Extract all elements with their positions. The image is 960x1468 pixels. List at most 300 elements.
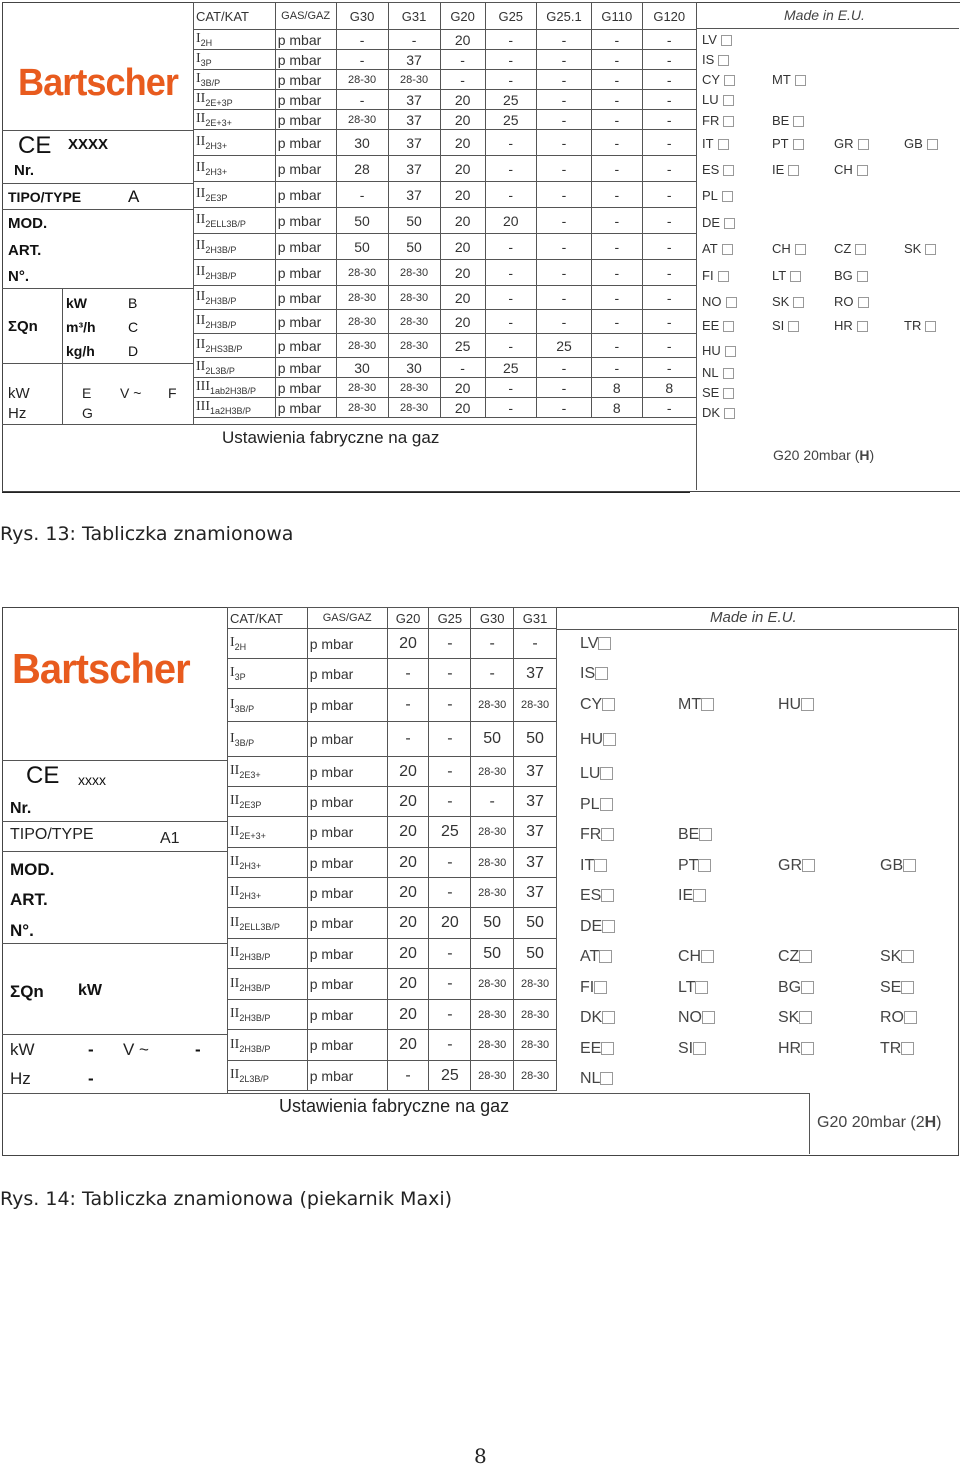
- checkbox[interactable]: [701, 698, 714, 711]
- pressure-value: -: [536, 30, 591, 50]
- pressure-value: 20: [440, 90, 485, 110]
- divider: [696, 2, 697, 490]
- checkbox[interactable]: [904, 1011, 917, 1024]
- country-option[interactable]: [778, 857, 815, 875]
- divider: [2, 288, 194, 289]
- category-cell: [228, 878, 308, 908]
- country-option[interactable]: [772, 72, 806, 87]
- country-option[interactable]: [678, 1009, 715, 1027]
- country-option[interactable]: [678, 887, 706, 905]
- pressure-value: 28-30: [336, 70, 388, 90]
- country-code: LT: [678, 979, 696, 996]
- checkbox[interactable]: [795, 75, 806, 86]
- checkbox[interactable]: [602, 920, 615, 933]
- country-option[interactable]: [702, 72, 735, 87]
- art-label: ART.: [10, 890, 48, 909]
- category-cell: [194, 208, 276, 234]
- country-option[interactable]: [580, 1040, 614, 1058]
- country-code: BG: [778, 979, 802, 996]
- country-option[interactable]: [834, 136, 869, 151]
- category-sub: 2E+3+: [239, 830, 266, 841]
- country-code: LV: [580, 635, 599, 652]
- header-cell: CAT/KAT: [194, 3, 276, 30]
- pressure-value: -: [387, 1061, 429, 1091]
- voltage-value: -: [195, 1040, 201, 1059]
- pressure-unit: p mbar: [275, 110, 336, 130]
- country-option[interactable]: [702, 294, 737, 309]
- checkbox[interactable]: [901, 981, 914, 994]
- category-cell: [228, 848, 308, 878]
- table-row: [194, 208, 697, 234]
- pressure-value: -: [485, 156, 536, 182]
- checkbox[interactable]: [723, 388, 734, 399]
- checkbox[interactable]: [599, 950, 612, 963]
- country-option[interactable]: [904, 136, 938, 151]
- category-cell: [194, 130, 276, 156]
- country-option[interactable]: [702, 343, 736, 358]
- checkbox[interactable]: [693, 1042, 706, 1055]
- checkbox[interactable]: [925, 321, 936, 332]
- pressure-value: 37: [388, 110, 440, 130]
- checkbox[interactable]: [702, 1011, 715, 1024]
- category-main: II: [196, 111, 206, 127]
- pressure-value: -: [429, 969, 471, 1000]
- checkbox[interactable]: [699, 828, 712, 841]
- country-option[interactable]: [678, 1040, 706, 1058]
- pressure-value: -: [514, 629, 557, 659]
- checkbox[interactable]: [722, 244, 733, 255]
- pressure-value: 20: [440, 234, 485, 260]
- pressure-value: -: [387, 722, 429, 757]
- checkbox[interactable]: [858, 297, 869, 308]
- pressure-value: 28-30: [336, 286, 388, 310]
- header-cell: G110: [592, 3, 642, 30]
- category-main: I: [230, 665, 235, 681]
- country-option[interactable]: [678, 948, 714, 966]
- table-row: [194, 70, 697, 90]
- category-main: II: [196, 186, 206, 202]
- pressure-value: 37: [514, 659, 557, 689]
- country-option[interactable]: [702, 385, 734, 400]
- pressure-unit: p mbar: [307, 848, 387, 878]
- checkbox[interactable]: [801, 1042, 814, 1055]
- category-cell: [194, 334, 276, 358]
- category-sub: 2H3+: [205, 166, 228, 177]
- country-code: EE: [702, 318, 720, 333]
- country-code: RO: [834, 294, 854, 309]
- pressure-value: -: [485, 70, 536, 90]
- country-option[interactable]: [772, 318, 799, 333]
- checkbox[interactable]: [602, 1011, 615, 1024]
- pressure-value: -: [592, 286, 642, 310]
- header-cell: G30: [336, 3, 388, 30]
- pressure-unit: p mbar: [275, 208, 336, 234]
- checkbox[interactable]: [855, 244, 866, 255]
- country-option[interactable]: [778, 1040, 814, 1058]
- checkbox[interactable]: [925, 244, 936, 255]
- pressure-value: -: [592, 310, 642, 334]
- divider: [2, 492, 690, 493]
- gas-category-table-2: [227, 607, 557, 1091]
- factory-setting-label: Ustawienia fabryczne na gaz: [222, 428, 440, 447]
- country-option[interactable]: [880, 1009, 917, 1027]
- pressure-value: -: [471, 629, 514, 659]
- country-option[interactable]: [772, 136, 804, 151]
- checkbox[interactable]: [724, 408, 735, 419]
- country-option[interactable]: [678, 979, 708, 997]
- divider: [62, 288, 63, 424]
- country-option[interactable]: [772, 113, 804, 128]
- power-kw-value: -: [88, 1040, 94, 1059]
- pressure-value: -: [642, 358, 696, 378]
- divider: [2, 209, 194, 210]
- country-code: EE: [580, 1040, 602, 1057]
- category-main: II: [196, 264, 206, 280]
- category-cell: [194, 156, 276, 182]
- country-option[interactable]: [580, 1009, 615, 1027]
- checkbox[interactable]: [718, 55, 729, 66]
- checkbox[interactable]: [594, 981, 607, 994]
- country-option[interactable]: [580, 887, 614, 905]
- checkbox[interactable]: [901, 950, 914, 963]
- category-sub: 3P: [200, 57, 212, 68]
- category-sub: 2L3B/P: [205, 365, 235, 376]
- pressure-value: -: [642, 50, 696, 70]
- category-main: I: [196, 31, 201, 47]
- pressure-value: 20: [440, 378, 485, 398]
- pressure-value: 20: [387, 848, 429, 878]
- country-option[interactable]: [580, 918, 615, 936]
- header-cell: G25: [429, 608, 471, 629]
- pressure-value: 37: [514, 878, 557, 908]
- category-main: II: [196, 289, 206, 305]
- table-row: [228, 1000, 557, 1030]
- country-option[interactable]: [580, 826, 614, 844]
- checkbox[interactable]: [724, 75, 735, 86]
- country-option[interactable]: [580, 696, 615, 714]
- country-code: NL: [580, 1070, 601, 1087]
- country-option[interactable]: [834, 318, 868, 333]
- divider: [2, 760, 228, 761]
- country-option[interactable]: [702, 162, 734, 177]
- pressure-value: -: [429, 1000, 471, 1030]
- country-option[interactable]: [880, 948, 914, 966]
- country-option[interactable]: [702, 92, 734, 107]
- checkbox[interactable]: [858, 139, 869, 150]
- pressure-unit: p mbar: [307, 659, 387, 689]
- pressure-unit: p mbar: [275, 234, 336, 260]
- category-sub: 2H3B/P: [205, 319, 237, 330]
- checkbox[interactable]: [726, 297, 737, 308]
- checkbox[interactable]: [693, 889, 706, 902]
- checkbox[interactable]: [901, 1042, 914, 1055]
- category-sub: 2E3P: [205, 192, 228, 203]
- n-label: N°.: [10, 921, 34, 940]
- country-option[interactable]: [834, 241, 866, 256]
- checkbox[interactable]: [723, 95, 734, 106]
- pressure-value: 20: [387, 1030, 429, 1061]
- country-option[interactable]: [904, 241, 936, 256]
- country-option[interactable]: [834, 268, 868, 283]
- checkbox[interactable]: [793, 116, 804, 127]
- category-sub: 2H3B/P: [239, 982, 271, 993]
- pressure-value: 50: [471, 722, 514, 757]
- country-code: GB: [880, 857, 904, 874]
- pressure-unit: p mbar: [275, 398, 336, 418]
- country-option[interactable]: [778, 1009, 812, 1027]
- checkbox[interactable]: [698, 859, 711, 872]
- pressure-unit: p mbar: [275, 358, 336, 378]
- pressure-value: -: [429, 848, 471, 878]
- country-code: SK: [904, 241, 922, 256]
- checkbox[interactable]: [788, 321, 799, 332]
- checkbox[interactable]: [790, 271, 801, 282]
- checkbox[interactable]: [601, 1042, 614, 1055]
- pressure-value: -: [592, 156, 642, 182]
- checkbox[interactable]: [802, 859, 815, 872]
- country-option[interactable]: [778, 696, 814, 714]
- checkbox[interactable]: [723, 165, 734, 176]
- pressure-value: 25: [485, 358, 536, 378]
- pressure-value: -: [485, 286, 536, 310]
- checkbox[interactable]: [857, 271, 868, 282]
- category-cell: [228, 787, 308, 817]
- pressure-unit: p mbar: [275, 30, 336, 50]
- country-option[interactable]: [702, 215, 735, 230]
- pressure-value: 28-30: [514, 1000, 557, 1030]
- category-cell: [228, 908, 308, 939]
- category-sub: 2ELL3B/P: [205, 218, 246, 229]
- pressure-value: -: [642, 156, 696, 182]
- checkbox[interactable]: [594, 859, 607, 872]
- checkbox[interactable]: [795, 244, 806, 255]
- checkbox[interactable]: [793, 297, 804, 308]
- hz-value: G: [82, 405, 93, 421]
- pressure-value: 37: [388, 182, 440, 208]
- pressure-value: 28-30: [388, 70, 440, 90]
- checkbox[interactable]: [801, 698, 814, 711]
- pressure-unit: p mbar: [307, 878, 387, 908]
- country-option[interactable]: [772, 294, 804, 309]
- country-option[interactable]: [702, 405, 735, 420]
- checkbox[interactable]: [724, 218, 735, 229]
- checkbox[interactable]: [601, 828, 614, 841]
- checkbox[interactable]: [857, 321, 868, 332]
- country-option[interactable]: [580, 857, 607, 875]
- country-code: SK: [772, 294, 790, 309]
- checkbox[interactable]: [903, 859, 916, 872]
- pressure-value: 50: [388, 208, 440, 234]
- pressure-value: -: [485, 130, 536, 156]
- factory-setting-label: Ustawienia fabryczne na gaz: [279, 1096, 510, 1116]
- country-option[interactable]: [702, 318, 734, 333]
- country-code: BG: [834, 268, 853, 283]
- country-code: CY: [580, 696, 603, 713]
- country-code: DE: [580, 918, 603, 935]
- country-code: CZ: [834, 241, 852, 256]
- category-sub: 2H3B/P: [239, 951, 271, 962]
- checkbox[interactable]: [793, 139, 804, 150]
- header-cell: G25: [485, 3, 536, 30]
- qn-kw-unit: kW: [78, 982, 102, 999]
- pressure-value: -: [387, 659, 429, 689]
- tipo-type-label: TIPO/TYPE: [10, 826, 94, 843]
- category-sub: 3P: [234, 671, 246, 682]
- table-row: [194, 110, 697, 130]
- country-code: HR: [778, 1040, 802, 1057]
- country-option[interactable]: [702, 136, 729, 151]
- category-cell: [194, 398, 276, 418]
- pressure-value: -: [642, 286, 696, 310]
- checkbox[interactable]: [725, 346, 736, 357]
- pressure-value: -: [336, 30, 388, 50]
- country-option[interactable]: [580, 979, 607, 997]
- tipo-type-value: A1: [160, 830, 180, 847]
- checkbox[interactable]: [598, 637, 611, 650]
- pressure-value: 28-30: [471, 817, 514, 848]
- divider: [2, 851, 228, 852]
- country-option[interactable]: [702, 32, 732, 47]
- checkbox[interactable]: [799, 950, 812, 963]
- pressure-value: 30: [336, 358, 388, 378]
- category-main: II: [196, 160, 206, 176]
- category-cell: [194, 260, 276, 286]
- table-row: [194, 30, 697, 50]
- pressure-value: -: [485, 50, 536, 70]
- pressure-value: -: [440, 358, 485, 378]
- checkbox[interactable]: [721, 35, 732, 46]
- pressure-unit: p mbar: [307, 1061, 387, 1091]
- checkbox[interactable]: [722, 191, 733, 202]
- category-cell: [194, 286, 276, 310]
- pressure-value: -: [429, 1030, 471, 1061]
- checkbox[interactable]: [788, 165, 799, 176]
- category-cell: [228, 689, 308, 722]
- divider: [2, 1034, 228, 1035]
- country-code: SI: [772, 318, 785, 333]
- category-sub: 2H3+: [239, 860, 262, 871]
- country-option[interactable]: [778, 979, 814, 997]
- country-option[interactable]: [580, 635, 611, 653]
- pressure-value: 28: [336, 156, 388, 182]
- country-option[interactable]: [580, 1070, 613, 1088]
- country-code: PL: [702, 188, 718, 203]
- category-main: II: [230, 975, 240, 991]
- checkbox[interactable]: [595, 667, 608, 680]
- pressure-unit: p mbar: [275, 70, 336, 90]
- pressure-unit: p mbar: [307, 817, 387, 848]
- country-option[interactable]: [678, 696, 714, 714]
- country-option[interactable]: [778, 948, 812, 966]
- checkbox[interactable]: [600, 798, 613, 811]
- country-option[interactable]: [580, 948, 612, 966]
- checkbox[interactable]: [695, 981, 708, 994]
- country-option[interactable]: [880, 857, 916, 875]
- category-sub: 2E3+: [239, 769, 261, 780]
- pressure-value: -: [536, 208, 591, 234]
- country-option[interactable]: [580, 796, 613, 814]
- country-code: TR: [904, 318, 922, 333]
- country-option[interactable]: [580, 731, 616, 749]
- country-code: SK: [778, 1009, 800, 1026]
- country-option[interactable]: [702, 52, 729, 67]
- checkbox[interactable]: [603, 733, 616, 746]
- checkbox[interactable]: [601, 889, 614, 902]
- qn-kw-value: B: [128, 295, 138, 311]
- checkbox[interactable]: [718, 271, 729, 282]
- country-code: IS: [702, 52, 715, 67]
- pressure-value: 28-30: [471, 1061, 514, 1091]
- checkbox[interactable]: [600, 767, 613, 780]
- country-option[interactable]: [580, 765, 613, 783]
- factory-setting-value: G20 20mbar (H): [773, 447, 875, 463]
- checkbox[interactable]: [723, 368, 734, 379]
- nr-label: Nr.: [14, 162, 35, 179]
- country-option[interactable]: [834, 294, 869, 309]
- category-cell: [228, 817, 308, 848]
- pressure-value: -: [336, 50, 388, 70]
- pressure-value: -: [536, 50, 591, 70]
- country-option[interactable]: [772, 162, 799, 177]
- table-row: [194, 334, 697, 358]
- pressure-value: -: [592, 90, 642, 110]
- country-option[interactable]: [880, 979, 914, 997]
- checkbox[interactable]: [602, 698, 615, 711]
- divider: [2, 943, 228, 944]
- category-sub: 2ELL3B/P: [239, 921, 280, 932]
- country-option[interactable]: [772, 241, 806, 256]
- country-option[interactable]: [880, 1040, 914, 1058]
- country-option[interactable]: [678, 826, 712, 844]
- country-option[interactable]: [904, 318, 936, 333]
- category-sub: 2E+3P: [205, 97, 233, 108]
- pressure-value: -: [429, 629, 471, 659]
- category-main: I: [196, 71, 201, 87]
- country-option[interactable]: [702, 241, 733, 256]
- category-sub: 1ab2H3B/P: [210, 385, 257, 396]
- country-option[interactable]: [702, 268, 729, 283]
- pressure-value: -: [485, 398, 536, 418]
- checkbox[interactable]: [600, 1072, 613, 1085]
- pressure-value: -: [592, 358, 642, 378]
- category-sub: 2H3B/P: [205, 244, 237, 255]
- category-sub: 2E+3+: [205, 117, 232, 128]
- pressure-value: -: [642, 130, 696, 156]
- country-option[interactable]: [702, 365, 734, 380]
- pressure-value: -: [387, 689, 429, 722]
- checkbox[interactable]: [723, 321, 734, 332]
- category-cell: [228, 722, 308, 757]
- checkbox[interactable]: [701, 950, 714, 963]
- pressure-value: 20: [440, 398, 485, 418]
- checkbox[interactable]: [857, 165, 868, 176]
- country-option[interactable]: [702, 188, 733, 203]
- checkbox[interactable]: [718, 139, 729, 150]
- country-option[interactable]: [580, 665, 608, 683]
- country-option[interactable]: [834, 162, 868, 177]
- country-code: CH: [834, 162, 853, 177]
- checkbox[interactable]: [927, 139, 938, 150]
- checkbox[interactable]: [801, 981, 814, 994]
- country-option[interactable]: [678, 857, 711, 875]
- checkbox[interactable]: [799, 1011, 812, 1024]
- table-row: [194, 310, 697, 334]
- country-option[interactable]: [702, 113, 734, 128]
- header-cell: GAS/GAZ: [307, 608, 387, 629]
- country-option[interactable]: [772, 268, 801, 283]
- checkbox[interactable]: [723, 116, 734, 127]
- pressure-value: 20: [440, 286, 485, 310]
